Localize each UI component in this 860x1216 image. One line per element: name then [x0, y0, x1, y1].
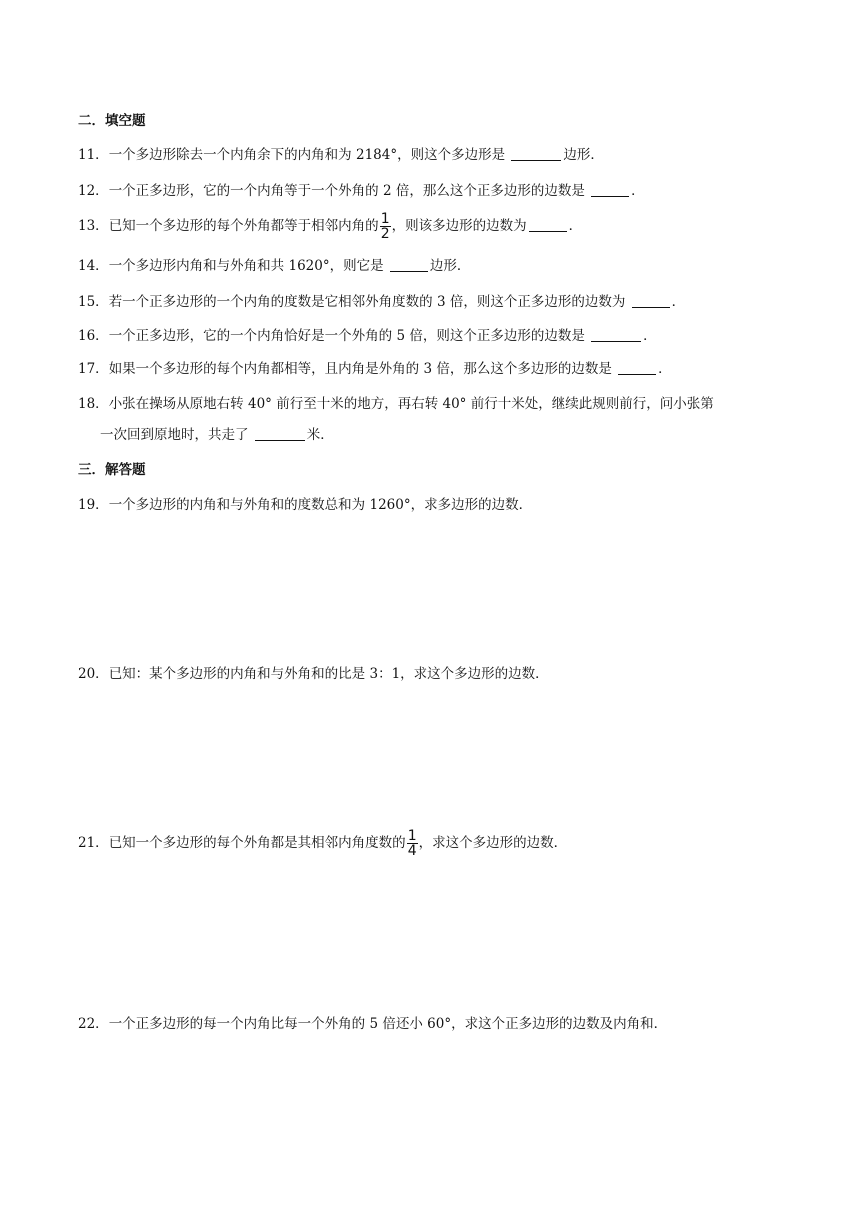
question-text-end: ，求这个多边形的边数． [418, 835, 568, 851]
question-text: 已知一个多边形的每个外角都是其相邻内角度数的 [108, 835, 406, 851]
question-text: 已知一个多边形的每个外角都等于相邻内角的 [108, 218, 379, 234]
fraction-denominator: 2 [380, 226, 390, 242]
question-text: 已知：某个多边形的内角和与外角和的比是 3：1，求这个多边形的边数． [108, 666, 549, 682]
question-22 [78, 1015, 667, 1033]
question-text: 小张在操场从原地右转 40° 前行至十米的地方，再右转 40° 前行十米处，继续此规则前行，问小张第 [108, 396, 714, 412]
question-number: 14． [78, 258, 109, 274]
question-text: 一个多边形的内角和与外角和的度数总和为 1260°，求多边形的边数． [108, 497, 533, 513]
question-17 [78, 360, 672, 378]
question-number: 11． [78, 147, 109, 163]
fraction-denominator: 4 [407, 843, 417, 859]
answer-blank[interactable] [511, 147, 561, 161]
question-number: 20． [78, 666, 109, 682]
question-text-end: ． [671, 294, 686, 310]
question-text-end: 边形． [429, 258, 471, 274]
question-number: 21． [78, 835, 109, 851]
answer-blank[interactable] [632, 294, 670, 308]
question-text: 若一个正多边形的一个内角的度数是它相邻外角度数的 3 倍，则这个正多边形的边数为 [108, 294, 626, 310]
question-21 [78, 829, 567, 858]
question-number: 15． [78, 294, 109, 310]
question-number: 12． [78, 183, 109, 199]
fraction-one-half [380, 212, 391, 241]
answer-blank[interactable] [255, 427, 305, 441]
question-11 [78, 146, 604, 164]
question-text: 一个正多边形，它的一个内角等于一个外角的 2 倍，那么这个正多边形的边数是 [108, 183, 585, 199]
question-text-end: ． [568, 218, 583, 234]
answer-blank[interactable] [618, 361, 656, 375]
question-number: 16． [78, 328, 109, 344]
question-19 [78, 496, 532, 514]
question-number: 13． [78, 218, 109, 234]
question-12 [78, 182, 645, 200]
answer-blank[interactable] [529, 218, 567, 232]
question-text: 一个正多边形的每一个内角比每一个外角的 5 倍还小 60°，求这个正多边形的边数及内角和． [108, 1016, 668, 1032]
answer-blank[interactable] [591, 328, 641, 342]
question-15 [78, 293, 685, 311]
question-text: 如果一个多边形的每个内角都相等，且内角是外角的 3 倍，那么这个多边形的边数是 [108, 361, 612, 377]
answer-blank[interactable] [390, 258, 428, 272]
question-text: 一个多边形除去一个内角余下的内角和为 2184°，则这个多边形是 [108, 147, 506, 163]
question-text-end: ． [643, 328, 657, 344]
question-text-end: 边形． [563, 147, 604, 163]
question-number: 22． [78, 1016, 109, 1032]
question-text-end: 米． [306, 427, 334, 443]
question-16 [78, 327, 657, 345]
question-text: 一个正多边形，它的一个内角恰好是一个外角的 5 倍，则这个正多边形的边数是 [108, 328, 585, 344]
question-14 [78, 257, 470, 275]
question-18 [78, 395, 714, 413]
fraction-one-quarter [407, 829, 418, 858]
question-13 [78, 212, 582, 241]
question-number: 17． [78, 361, 109, 377]
question-text-end: ． [658, 361, 672, 377]
fraction-numerator: 1 [380, 211, 390, 227]
question-text-continued: 一次回到原地时，共走了 [100, 427, 249, 443]
question-18-continued [100, 426, 334, 444]
section-heading-answer: 三．解答题 [78, 462, 146, 478]
question-20 [78, 665, 549, 683]
question-text-mid: ，则该多边形的边数为 [391, 218, 527, 234]
answer-blank[interactable] [591, 183, 629, 197]
question-text-end: ． [631, 183, 645, 199]
question-number: 18． [78, 396, 109, 412]
question-number: 19． [78, 497, 109, 513]
fraction-numerator: 1 [407, 828, 417, 844]
question-text: 一个多边形内角和与外角和共 1620°，则它是 [108, 258, 384, 274]
section-heading-fill-in: 二．填空题 [78, 113, 146, 129]
